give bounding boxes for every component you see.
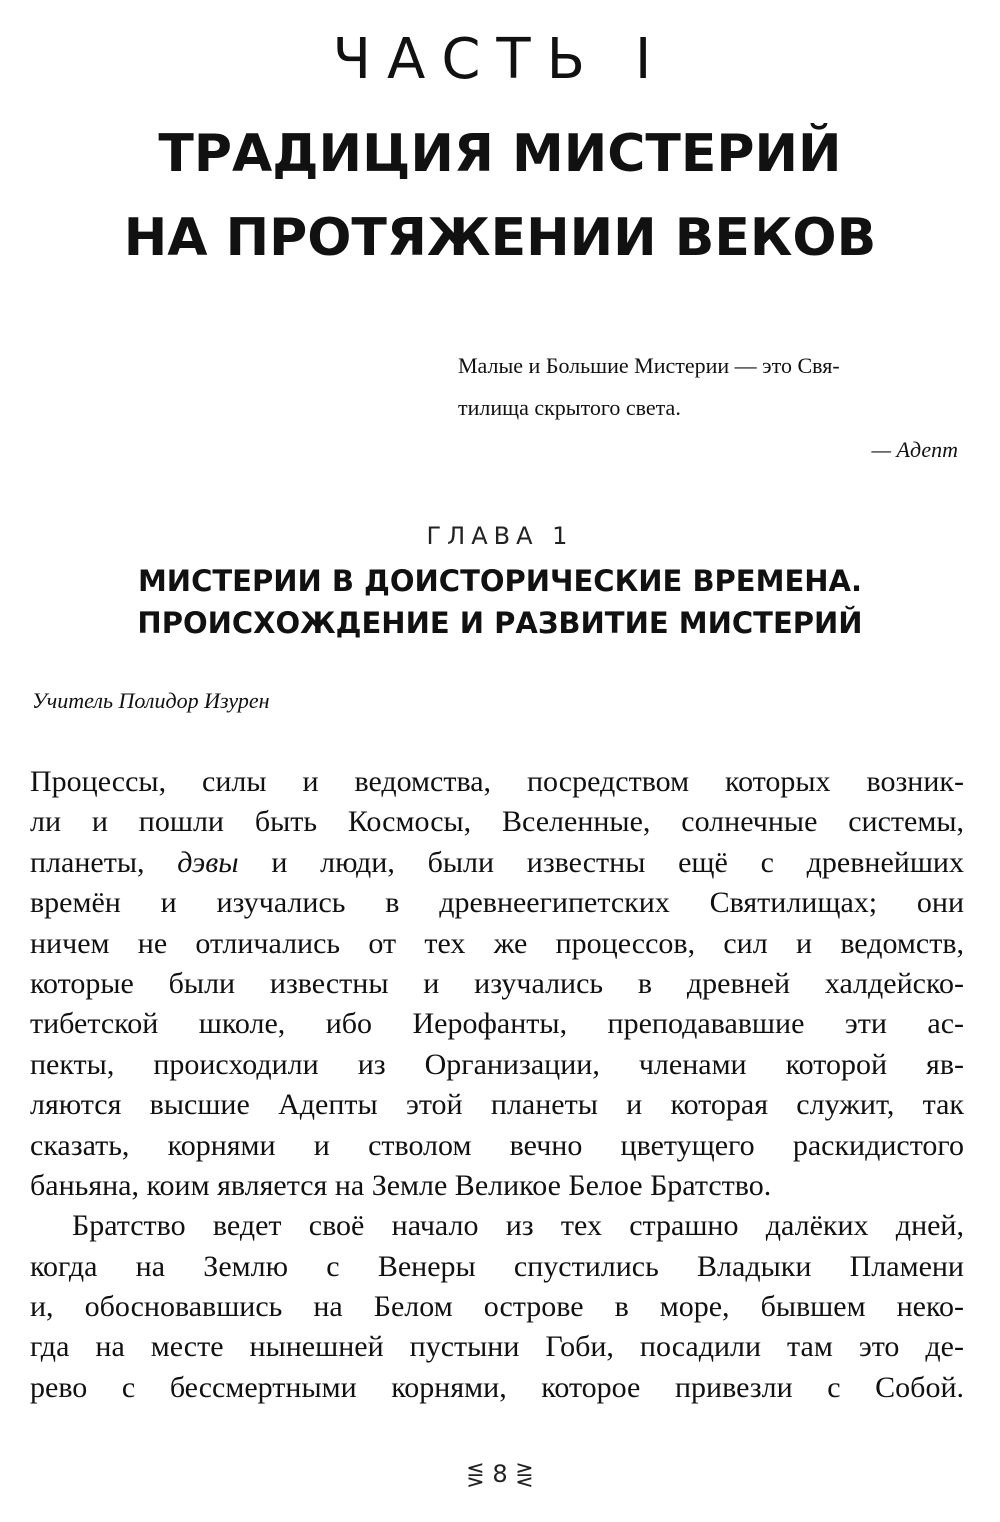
part-title: [0, 112, 1000, 280]
left-ornament-icon: ⋚: [466, 1463, 485, 1488]
body-line: пекты, происходили из Организации, членами которой яв-: [30, 1047, 964, 1081]
epigraph-line: тилища скрытого света.: [458, 395, 681, 420]
chapter-title: [0, 560, 1000, 644]
epigraph: [458, 345, 958, 471]
body-line: ляются высшие Адепты этой планеты и которая служит, так: [30, 1088, 964, 1122]
part-title-line: ТРАДИЦИЯ МИСТЕРИЙ: [158, 124, 842, 184]
epigraph-line: Малые и Большие Мистерии — это Свя-: [458, 353, 840, 378]
body-line-with-italic: [30, 843, 964, 883]
part-label: ЧАСТЬ I: [332, 27, 668, 92]
italic-word: дэвы: [177, 845, 239, 879]
body-line: которые были известны и изучались в древней халдейско-: [30, 966, 964, 1000]
body-line: Братство ведет своё начало из тех страшно далёких дней,: [72, 1209, 964, 1243]
body-line: гда на месте нынешней пустыни Гоби, посадили там это де-: [30, 1330, 964, 1364]
body-line: рево с бессмертными корнями, которое привезли с Собой.: [30, 1370, 964, 1404]
body-line: Процессы, силы и ведомства, посредством которых возник-: [30, 765, 964, 798]
page-number-value: 8: [492, 1460, 508, 1488]
body-line: и, обосновавшись на Белом острове в море, бывшем неко-: [30, 1290, 964, 1324]
body-line: тибетской школе, ибо Иерофанты, преподававшие эти ас-: [30, 1007, 964, 1041]
chapter-title-line: ПРОИСХОЖДЕНИЕ И РАЗВИТИЕ МИСТЕРИЙ: [137, 606, 863, 640]
body-line: ли и пошли быть Космосы, Вселенные, солнечные системы,: [30, 805, 964, 839]
chapter-title-line: МИСТЕРИИ В ДОИСТОРИЧЕСКИЕ ВРЕМЕНА.: [137, 564, 863, 598]
chapter-author: Учитель Полидор Изурен: [32, 688, 270, 713]
page-number: [0, 1460, 1000, 1488]
body-line: ничем не отличались от тех же процессов, сил и ведомств,: [30, 926, 964, 960]
body-line: баньяна, коим является на Земле Великое Белое Братство.: [30, 1168, 772, 1202]
body-text: [30, 762, 964, 1408]
body-line: когда на Землю с Венеры спустились Владыки Пламени: [30, 1249, 964, 1283]
chapter-label: ГЛАВА 1: [426, 522, 574, 550]
text-span: и люди, были известны ещё с древнейших: [238, 845, 964, 879]
body-line: времён и изучались в древнеегипетских Святилищах; они: [30, 886, 964, 920]
body-line: сказать, корнями и стволом вечно цветущего раскидистого: [30, 1128, 964, 1162]
part-title-line: НА ПРОТЯЖЕНИИ ВЕКОВ: [123, 208, 877, 268]
text-span: планеты,: [30, 845, 178, 879]
epigraph-author: — Адепт: [871, 437, 958, 462]
right-ornament-icon: ⋛: [515, 1463, 534, 1488]
